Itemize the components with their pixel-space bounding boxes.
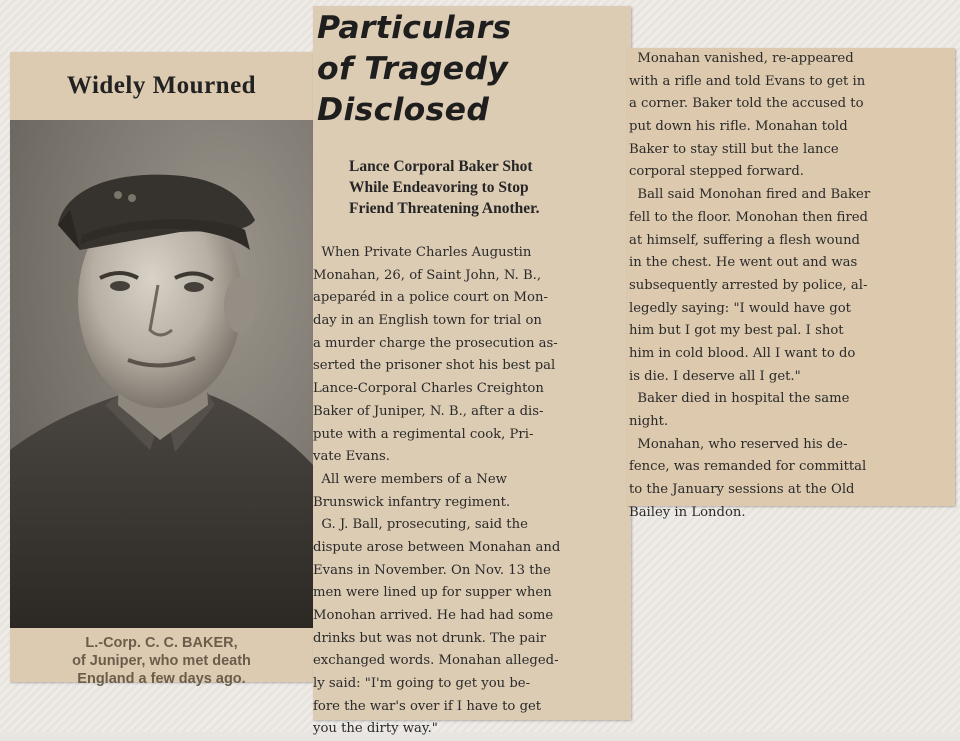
body-line: pute with a regimental cook, Pri- [313,426,534,442]
body-line: a murder charge the prosecution as- [313,335,558,351]
subhead-line: Friend Threatening Another. [349,200,540,217]
portrait-clipping [10,52,313,687]
body-line: to the January sessions at the Old [629,482,855,498]
article-continuation-clipping [627,48,955,520]
body-line: fore the war's over if I have to get [313,698,542,714]
portrait-headline: Widely Mourned [66,72,257,99]
body-line: him in cold blood. All I want to do [629,345,856,361]
body-line: a corner. Baker told the accused to [629,96,864,112]
body-line: drinks but was not drunk. The pair [313,630,547,646]
body-line: Baker to stay still but the lance [629,141,839,157]
body-line: men were lined up for supper when [313,585,552,601]
headline-line: Disclosed [317,92,490,128]
body-line: fence, was remanded for committal [629,459,867,475]
body-line: subsequently arrested by police, al- [629,277,868,293]
article-subhead [349,156,631,219]
body-line: dispute arose between Monahan and [313,539,561,555]
body-line: exchanged words. Monahan alleged- [313,653,559,669]
body-line: him but I got my best pal. I shot [629,323,844,339]
body-line: put down his rifle. Monahan told [629,119,848,135]
body-line: serted the prisoner shot his best pal [313,358,556,374]
body-line: Evans in November. On Nov. 13 the [313,562,551,578]
headline-line: Particulars [317,10,512,46]
body-line: Lance-Corporal Charles Creighton [313,381,544,397]
body-line: is die. I deserve all I get." [629,368,801,384]
body-line: Monahan, who reserved his de- [629,436,848,452]
soldier-portrait-photo [10,120,313,628]
body-line: Monahan, 26, of Saint John, N. B., [313,267,542,283]
body-line: night. [629,414,669,429]
body-line: apeparéd in a police court on Mon- [313,290,548,306]
body-line: at himself, suffering a flesh wound [629,232,860,248]
headline-line: of Tragedy [317,51,509,87]
body-line: fell to the floor. Monohan then fired [629,209,868,225]
body-line: you the dirty way." [313,721,438,737]
body-line: Ball said Monohan fired and Baker [629,187,871,203]
article-clipping [313,6,631,737]
body-line: Baker died in hospital the same [629,391,850,407]
body-line: Baker of Juniper, N. B., after a dis- [313,403,544,419]
body-line: Brunswick infantry regiment. [313,494,511,510]
caption-line: England a few days ago. [77,671,246,687]
caption-line: of Juniper, who met death [72,653,251,669]
body-line: G. J. Ball, prosecuting, said the [313,517,528,533]
body-line: corporal stepped forward. [629,164,804,180]
body-line: vate Evans. [313,449,391,465]
body-line: in the chest. He went out and was [629,255,858,271]
subhead-line: While Endeavoring to Stop [349,179,529,196]
body-line: Bailey in London. [629,504,746,520]
article-body [313,242,631,741]
body-line: legedly saying: "I would have got [629,300,851,316]
portrait-caption [10,628,313,687]
body-line: When Private Charles Augustin [313,245,532,260]
article-headline [317,8,631,131]
body-line: All were members of a New [313,471,507,487]
body-line: day in an English town for trial on [313,313,542,329]
body-line: with a rifle and told Evans to get in [629,73,866,89]
continuation-body [629,48,955,524]
body-line: Monahan vanished, re-appeared [629,51,854,66]
subhead-line: Lance Corporal Baker Shot [349,158,533,175]
body-line: ly said: "I'm going to get you be- [313,676,531,692]
caption-line: L.-Corp. C. C. BAKER, [85,635,238,651]
body-line: Monohan arrived. He had had some [313,608,554,623]
